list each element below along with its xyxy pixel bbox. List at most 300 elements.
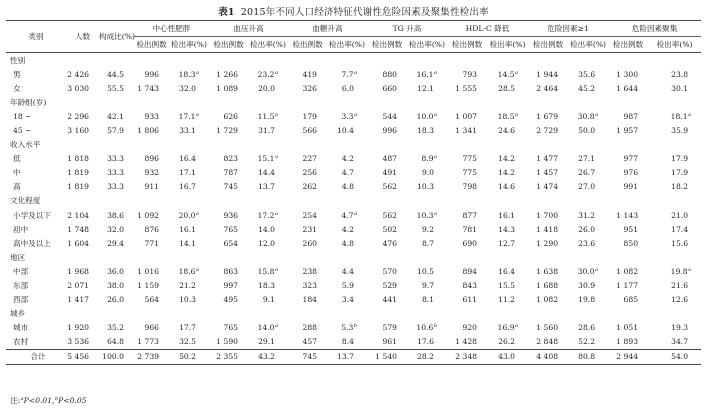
- table-cell: [367, 349, 407, 364]
- table-row: [6, 166, 701, 180]
- total-label: 合计: [6, 349, 66, 364]
- table-cell: [608, 152, 648, 166]
- cell-value: 1 920: [67, 323, 89, 333]
- cell-value: 690: [462, 238, 478, 248]
- cell-value: 1 177: [616, 281, 639, 291]
- table-cell: [528, 335, 568, 350]
- table-cell: [327, 264, 367, 278]
- cell-value: 775: [462, 154, 478, 164]
- cell-value: 38.6: [107, 210, 124, 220]
- footnote-mark: a: [20, 396, 24, 402]
- row-label: 男: [13, 69, 21, 79]
- cell-value: 502: [382, 224, 397, 234]
- header-group: 血压升高: [209, 21, 288, 37]
- cell-value: 29.4: [107, 238, 124, 248]
- section-label: 文化程度: [10, 196, 41, 206]
- table-cell: [648, 81, 701, 95]
- table-cell: [209, 335, 248, 350]
- cell-value: 18.3: [178, 69, 196, 79]
- table-cell: [134, 349, 169, 364]
- table-cell: [447, 152, 487, 166]
- cell-value: 9.7: [421, 281, 435, 291]
- section-label: 收入水平: [10, 140, 41, 150]
- table-cell: [248, 166, 288, 180]
- cell-value: 487: [382, 154, 397, 164]
- table-cell: [248, 109, 288, 123]
- cell-value: 4.8: [341, 182, 354, 192]
- cell-value: 4.7: [341, 210, 354, 220]
- table-cell: [407, 236, 447, 250]
- table-cell: [288, 349, 327, 364]
- cell-value: 2 104: [67, 210, 89, 220]
- table-cell: [648, 264, 701, 278]
- table-cell: [367, 123, 407, 137]
- cell-value: 798: [462, 182, 478, 192]
- cell-value: 765: [223, 224, 238, 234]
- cell-value: 28.5: [498, 83, 516, 93]
- header-group: 中心性肥胖: [134, 21, 209, 37]
- table-cell: [447, 81, 487, 95]
- cell-value: 33.3: [107, 182, 124, 192]
- cell-value: 14.4: [258, 168, 275, 178]
- row-label: 中: [13, 168, 21, 178]
- cell-value: 15.8: [257, 266, 275, 276]
- cell-value: 26.7: [578, 168, 596, 178]
- cell-value: 1 300: [616, 69, 639, 79]
- cell-value: 1 590: [216, 337, 238, 347]
- header-detect-rate: 检出率(%): [648, 37, 701, 53]
- cell-value: 43.2: [258, 352, 275, 362]
- table-cell: [648, 208, 701, 222]
- significance-mark: b: [353, 323, 357, 330]
- table-cell: [367, 109, 407, 123]
- table-cell: [528, 180, 568, 194]
- table-cell: [367, 166, 407, 180]
- table-cell: [568, 264, 608, 278]
- table-cell: [407, 152, 447, 166]
- data-table: [6, 20, 701, 365]
- cell-value: 654: [223, 238, 238, 248]
- row-label: 中部: [13, 266, 29, 276]
- significance-mark: a: [196, 210, 199, 217]
- table-cell: [568, 152, 608, 166]
- cell-value: 936: [223, 210, 238, 220]
- table-cell: [407, 264, 447, 278]
- table-cell: [169, 236, 209, 250]
- table-cell: [447, 279, 487, 293]
- table-cell: [209, 279, 248, 293]
- table-cell: [407, 180, 447, 194]
- cell-value: 911: [144, 182, 159, 192]
- header-detect-count: 检出例数: [288, 37, 327, 53]
- cell-value: 3 536: [67, 337, 89, 347]
- table-cell: [487, 222, 528, 236]
- cell-value: 987: [623, 111, 639, 121]
- table-cell: [568, 321, 608, 335]
- table-cell: [528, 81, 568, 95]
- cell-value: 12.7: [498, 238, 516, 248]
- cell-value: 1 417: [67, 295, 89, 305]
- cell-value: 745: [223, 182, 238, 192]
- table-cell: [209, 123, 248, 137]
- cell-value: 35.6: [578, 69, 596, 79]
- table-cell: [99, 293, 134, 307]
- table-cell: [528, 279, 568, 293]
- significance-mark: a: [434, 69, 438, 76]
- cell-value: 17.1: [179, 168, 196, 178]
- cell-value: 781: [462, 224, 478, 234]
- table-cell: [327, 349, 367, 364]
- cell-value: 24.6: [498, 126, 516, 136]
- cell-value: 16.4: [179, 154, 196, 164]
- significance-mark: a: [196, 69, 199, 76]
- cell-value: 50.0: [578, 126, 596, 136]
- cell-value: 179: [302, 111, 317, 121]
- table-cell: [248, 264, 288, 278]
- cell-value: 64.8: [107, 337, 124, 347]
- table-cell: [528, 67, 568, 81]
- cell-value: 231: [302, 224, 317, 234]
- cell-value: 16.4: [498, 266, 516, 276]
- table-cell: [648, 67, 701, 81]
- cell-value: 850: [623, 238, 639, 248]
- table-cell: [407, 123, 447, 137]
- table-cell: [487, 180, 528, 194]
- cell-value: 15.6: [671, 238, 689, 248]
- cell-value: 8.4: [341, 337, 354, 347]
- table-cell: [608, 279, 648, 293]
- cell-value: 1 700: [536, 210, 559, 220]
- cell-value: 1 748: [67, 224, 89, 234]
- header-group: 危险因素聚集: [608, 21, 701, 37]
- table-cell: [169, 81, 209, 95]
- cell-value: 11.5: [257, 111, 275, 121]
- table-cell: [288, 166, 327, 180]
- table-cell: [528, 264, 568, 278]
- table-cell: [209, 166, 248, 180]
- header-group: 危险因素≥1: [528, 21, 608, 37]
- row-label: 城市: [13, 323, 29, 333]
- cell-value: 6.0: [341, 83, 354, 93]
- header-ratio: 构成比(%): [99, 21, 134, 53]
- cell-value: 16.1: [416, 69, 434, 79]
- significance-mark: a: [354, 111, 357, 118]
- cell-value: 771: [144, 238, 159, 248]
- cell-value: 2 296: [67, 111, 89, 121]
- cell-value: 38.0: [107, 281, 124, 291]
- cell-value: 8.9: [421, 154, 434, 164]
- table-cell: [169, 335, 209, 350]
- table-cell: [487, 67, 528, 81]
- cell-value: 1 638: [536, 266, 559, 276]
- cell-value: 1 089: [216, 83, 238, 93]
- table-cell: [447, 67, 487, 81]
- cell-value: 880: [382, 69, 397, 79]
- table-cell: [66, 293, 99, 307]
- row-label: 女: [13, 83, 21, 93]
- table-cell: [134, 166, 169, 180]
- cell-value: 14.0: [257, 323, 275, 333]
- section-row: [6, 250, 701, 264]
- cell-value: 30.8: [577, 111, 595, 121]
- cell-value: 17.2: [257, 210, 275, 220]
- cell-value: 863: [223, 266, 238, 276]
- table-cell: [608, 264, 648, 278]
- cell-value: 2 739: [137, 352, 159, 362]
- cell-value: 288: [302, 323, 317, 333]
- cell-value: 14.1: [179, 238, 196, 248]
- cell-value: 26.2: [498, 337, 516, 347]
- cell-value: 10.5: [417, 266, 435, 276]
- table-cell: [568, 222, 608, 236]
- table-cell: [327, 109, 367, 123]
- cell-value: 570: [382, 266, 397, 276]
- table-cell: [66, 152, 99, 166]
- table-cell: [99, 152, 134, 166]
- cell-value: 932: [144, 168, 159, 178]
- row-label: 初中: [13, 224, 29, 234]
- table-cell: [608, 208, 648, 222]
- table-cell: [327, 236, 367, 250]
- table-cell: [209, 236, 248, 250]
- table-cell: [134, 81, 169, 95]
- cell-value: 45.2: [578, 83, 596, 93]
- cell-value: 80.8: [578, 352, 596, 362]
- significance-mark: a: [515, 69, 519, 76]
- table-cell: [288, 67, 327, 81]
- cell-value: 14.2: [498, 154, 516, 164]
- footnote-text: P<0.01: [23, 396, 53, 405]
- table-cell: [487, 335, 528, 350]
- table-cell: [447, 109, 487, 123]
- table-cell: [487, 236, 528, 250]
- cell-value: 184: [302, 295, 317, 305]
- table-cell: [407, 279, 447, 293]
- table-cell: [99, 222, 134, 236]
- table-cell: [648, 293, 701, 307]
- table-cell: [608, 335, 648, 350]
- cell-value: 843: [462, 281, 478, 291]
- cell-value: 775: [462, 168, 478, 178]
- cell-value: 52.2: [578, 337, 596, 347]
- table-cell: [407, 293, 447, 307]
- table-row: [6, 208, 701, 222]
- table-cell: [487, 264, 528, 278]
- table-cell: [608, 222, 648, 236]
- cell-value: 35.2: [107, 323, 124, 333]
- table-cell: [568, 335, 608, 350]
- table-cell: [568, 236, 608, 250]
- cell-value: 18.1: [670, 111, 688, 121]
- table-cell: [99, 123, 134, 137]
- table-cell: [327, 335, 367, 350]
- row-label: 低: [13, 154, 21, 164]
- table-cell: [209, 222, 248, 236]
- row-label: 高中及以上: [13, 238, 51, 248]
- table-row: [6, 67, 701, 81]
- table-cell: [327, 152, 367, 166]
- table-cell: [134, 279, 169, 293]
- table-cell: [528, 349, 568, 364]
- table-cell: [608, 166, 648, 180]
- table-cell: [209, 321, 248, 335]
- table-cell: [447, 123, 487, 137]
- cell-value: 562: [382, 210, 397, 220]
- cell-value: 12.0: [258, 238, 275, 248]
- table-cell: [608, 236, 648, 250]
- significance-mark: a: [688, 111, 692, 118]
- section-label: 地区: [10, 252, 26, 262]
- significance-mark: a: [354, 210, 357, 217]
- table-cell: [169, 180, 209, 194]
- cell-value: 14.6: [498, 182, 516, 192]
- cell-value: 685: [623, 295, 639, 305]
- table-cell: [487, 109, 528, 123]
- header-category: 类别: [6, 21, 66, 53]
- table-cell: [487, 293, 528, 307]
- significance-mark: a: [196, 266, 199, 273]
- cell-value: 765: [223, 323, 238, 333]
- footnote-text: P<0.05: [58, 396, 87, 405]
- table-cell: [568, 349, 608, 364]
- table-cell: [169, 222, 209, 236]
- cell-value: 997: [223, 281, 238, 291]
- cell-value: 1 143: [616, 210, 639, 220]
- table-cell: [327, 222, 367, 236]
- table-cell: [288, 335, 327, 350]
- significance-mark: a: [434, 111, 438, 118]
- cell-value: 1 773: [137, 337, 159, 347]
- cell-value: 1 540: [375, 352, 397, 362]
- cell-value: 30.0: [577, 266, 595, 276]
- cell-value: 256: [302, 168, 317, 178]
- table-cell: [367, 321, 407, 335]
- table-cell: [134, 152, 169, 166]
- table-cell: [66, 166, 99, 180]
- table-cell: [327, 279, 367, 293]
- cell-value: 35.9: [671, 126, 689, 136]
- table-cell: [169, 208, 209, 222]
- table-cell: [66, 236, 99, 250]
- table-cell: [248, 152, 288, 166]
- cell-value: 8.1: [421, 295, 435, 305]
- table-row: [6, 279, 701, 293]
- cell-value: 17.7: [179, 323, 196, 333]
- cell-value: 31.7: [258, 126, 275, 136]
- cell-value: 14.0: [258, 224, 275, 234]
- cell-value: 50.2: [179, 352, 196, 362]
- table-row: [6, 293, 701, 307]
- cell-value: 1 290: [536, 238, 559, 248]
- table-cell: [66, 335, 99, 350]
- cell-value: 977: [623, 154, 639, 164]
- cell-value: 495: [223, 295, 238, 305]
- cell-value: 21.6: [671, 281, 689, 291]
- header-detect-count: 检出例数: [608, 37, 648, 53]
- table-cell: [288, 321, 327, 335]
- table-cell: [288, 279, 327, 293]
- cell-value: 26.0: [578, 224, 596, 234]
- significance-mark: a: [595, 266, 599, 273]
- cell-value: 4.2: [341, 224, 354, 234]
- table-cell: [209, 109, 248, 123]
- table-cell: [648, 180, 701, 194]
- row-label: 45 ~: [13, 126, 32, 136]
- cell-value: 5 456: [67, 352, 89, 362]
- table-cell: [134, 264, 169, 278]
- table-cell: [568, 67, 608, 81]
- table-cell: [134, 67, 169, 81]
- header-detect-count: 检出例数: [447, 37, 487, 53]
- cell-value: 16.7: [179, 182, 196, 192]
- table-cell: [648, 222, 701, 236]
- cell-value: 1 555: [455, 83, 478, 93]
- table-cell: [248, 236, 288, 250]
- cell-value: 13.7: [337, 352, 354, 362]
- cell-value: 1 474: [536, 182, 559, 192]
- table-cell: [487, 279, 528, 293]
- header-detect-count: 检出例数: [367, 37, 407, 53]
- header-group: 血糖升高: [288, 21, 367, 37]
- cell-value: 1 729: [216, 126, 238, 136]
- table-cell: [648, 152, 701, 166]
- table-cell: [248, 222, 288, 236]
- cell-value: 1 957: [616, 126, 639, 136]
- header-count: 人数: [66, 21, 99, 53]
- table-cell: [66, 321, 99, 335]
- cell-value: 100.0: [102, 352, 124, 362]
- cell-value: 10.3: [179, 295, 196, 305]
- cell-value: 1 893: [616, 337, 639, 347]
- cell-value: 238: [302, 266, 317, 276]
- table-cell: [288, 236, 327, 250]
- table-cell: [288, 81, 327, 95]
- cell-value: 1 082: [616, 266, 639, 276]
- table-cell: [648, 166, 701, 180]
- cell-value: 42.1: [107, 111, 124, 121]
- footnote-separator: ,: [52, 396, 55, 405]
- header-detect-count: 检出例数: [209, 37, 248, 53]
- table-cell: [248, 81, 288, 95]
- table-cell: [248, 208, 288, 222]
- cell-value: 20.0: [258, 83, 275, 93]
- cell-value: 14.3: [498, 224, 516, 234]
- table-cell: [66, 208, 99, 222]
- table-cell: [99, 236, 134, 250]
- table-cell: [447, 335, 487, 350]
- table-cell: [568, 180, 608, 194]
- header-detect-rate: 检出率(%): [248, 37, 288, 53]
- cell-value: 920: [462, 323, 478, 333]
- table-cell: [327, 166, 367, 180]
- cell-value: 564: [144, 295, 159, 305]
- cell-value: 660: [382, 83, 397, 93]
- cell-value: 2 464: [536, 83, 559, 93]
- cell-value: 877: [462, 210, 478, 220]
- cell-value: 5.3: [341, 323, 354, 333]
- table-cell: [407, 222, 447, 236]
- significance-mark: a: [275, 69, 278, 76]
- cell-value: 19.8: [578, 295, 596, 305]
- cell-value: 32.5: [179, 337, 196, 347]
- cell-value: 15.1: [257, 154, 275, 164]
- table-row: [6, 335, 701, 350]
- header-detect-count: 检出例数: [528, 37, 568, 53]
- table-cell: [608, 109, 648, 123]
- cell-value: 23.8: [671, 69, 689, 79]
- row-label: 西部: [13, 295, 29, 305]
- table-cell: [367, 264, 407, 278]
